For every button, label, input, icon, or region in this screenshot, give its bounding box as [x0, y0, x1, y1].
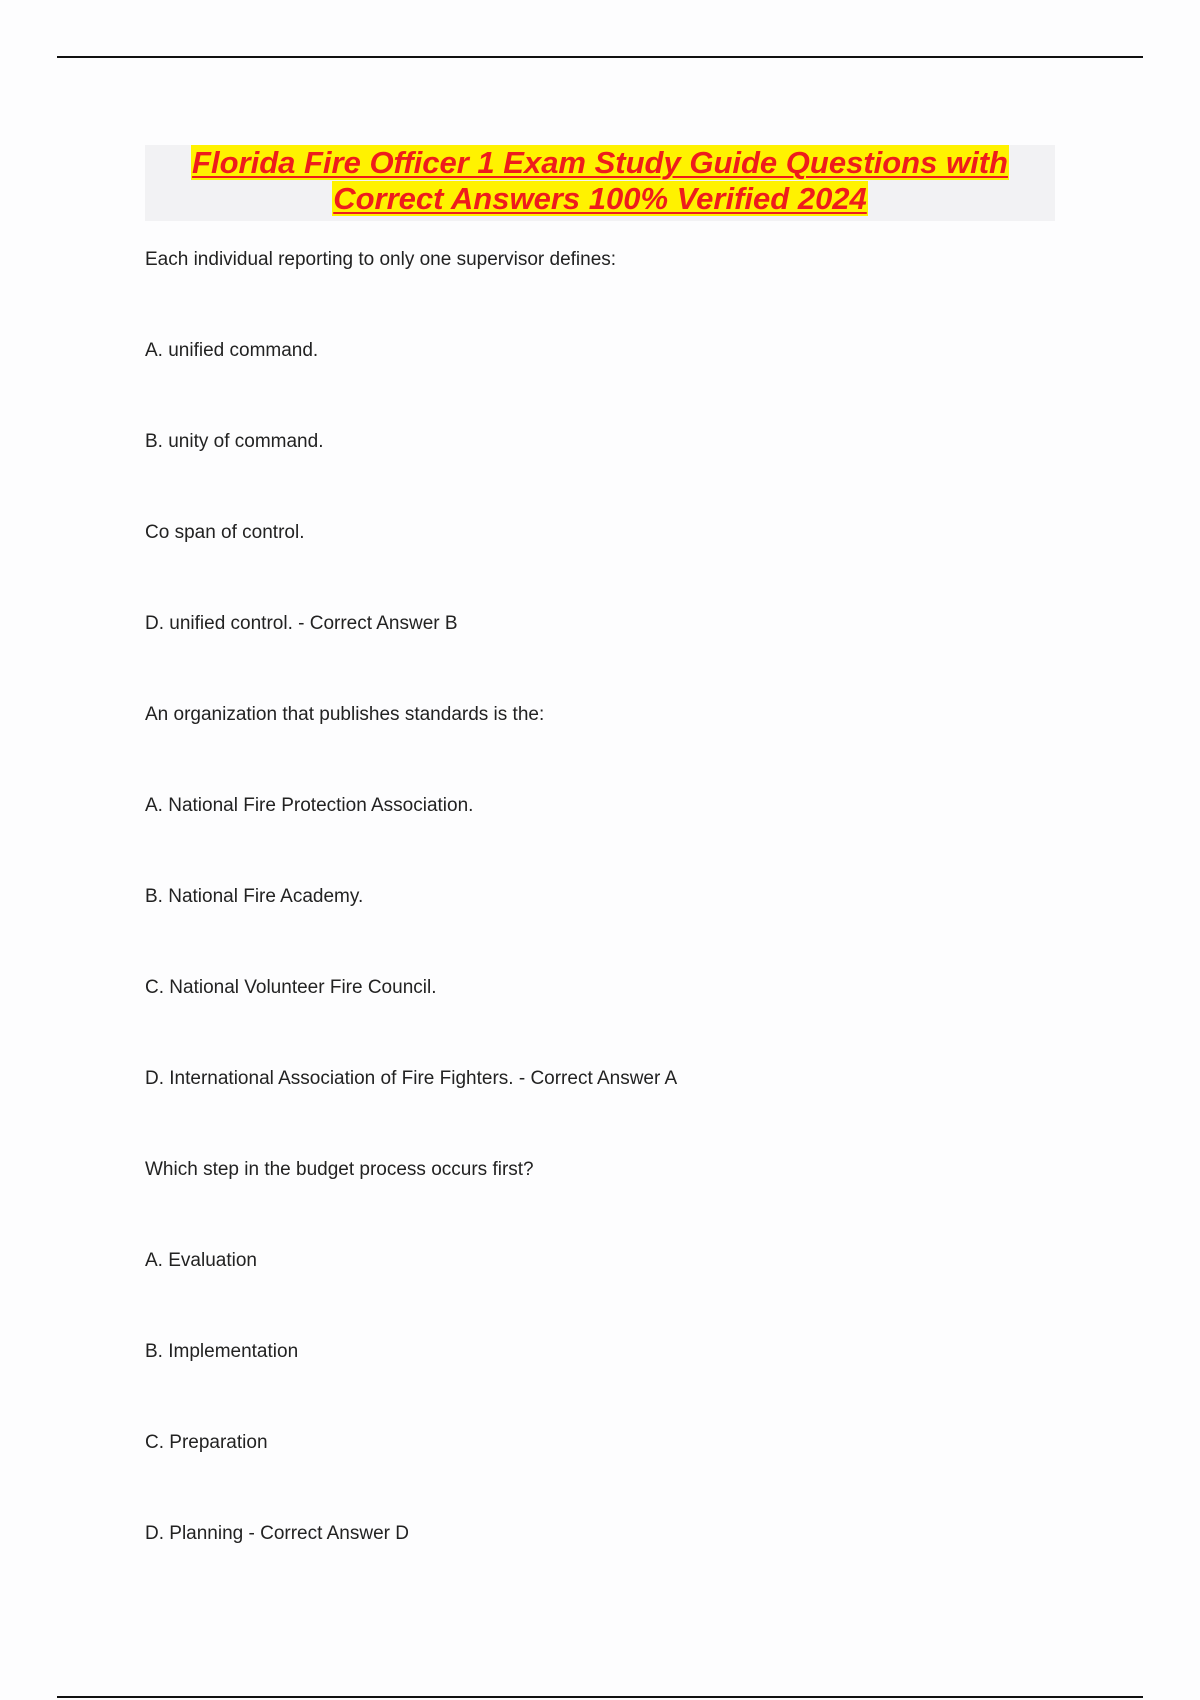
answer-option-with-correct-answer: D. International Association of Fire Fighters. - Correct Answer A [145, 1068, 678, 1089]
answer-option: C. National Volunteer Fire Council. [145, 977, 437, 998]
answer-option: C. Preparation [145, 1432, 268, 1453]
header-rule [57, 56, 1143, 58]
answer-option: A. Evaluation [145, 1250, 257, 1271]
question-text: An organization that publishes standards is the: [145, 704, 545, 725]
answer-option: Co span of control. [145, 522, 305, 543]
answer-option: B. Implementation [145, 1341, 299, 1362]
answer-option: A. National Fire Protection Association. [145, 795, 474, 816]
title-line-2: Correct Answers 100% Verified 2024 [333, 181, 867, 216]
answer-option-with-correct-answer: D. Planning - Correct Answer D [145, 1523, 409, 1544]
answer-option: B. unity of command. [145, 431, 324, 452]
question-text: Which step in the budget process occurs first? [145, 1159, 534, 1180]
document-title [145, 145, 1055, 221]
footer-rule [57, 1696, 1143, 1698]
answer-option-with-correct-answer: D. unified control. - Correct Answer B [145, 613, 458, 634]
question-text: Each individual reporting to only one supervisor defines: [145, 249, 617, 270]
answer-option: A. unified command. [145, 340, 319, 361]
answer-option: B. National Fire Academy. [145, 886, 364, 907]
title-line-1: Florida Fire Officer 1 Exam Study Guide Questions with [192, 145, 1008, 180]
